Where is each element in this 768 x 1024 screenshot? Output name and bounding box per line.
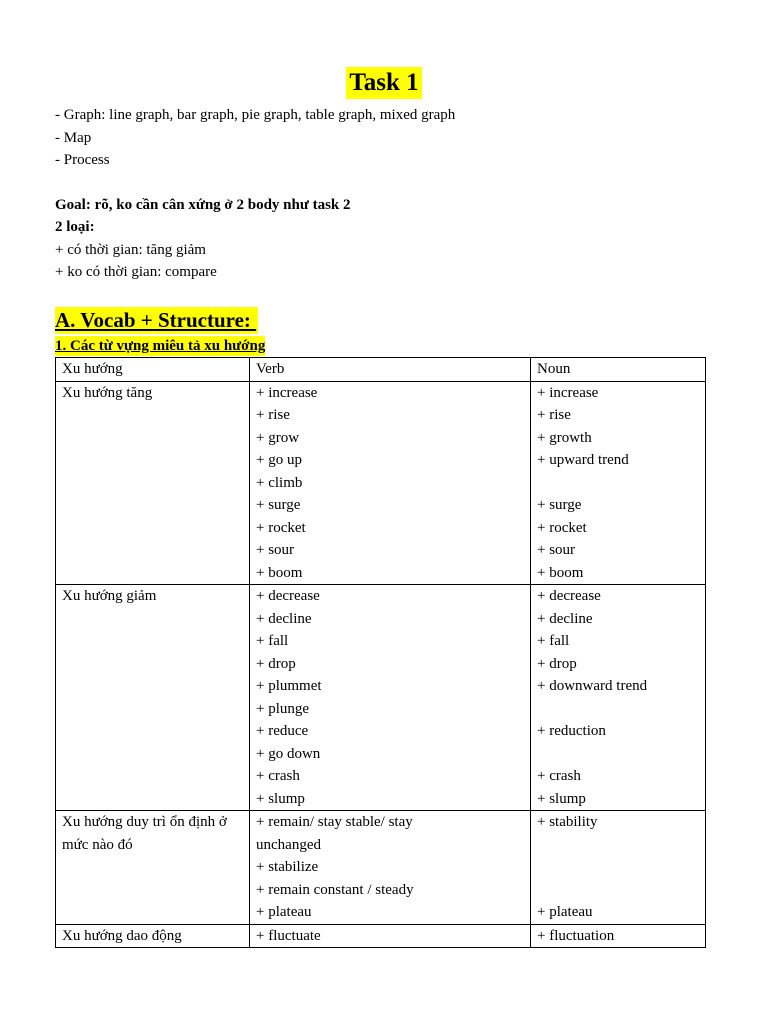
noun-item bbox=[537, 743, 699, 766]
header-verb: Verb bbox=[250, 358, 531, 382]
noun-item: + growth bbox=[537, 429, 592, 446]
process-line: - Process bbox=[55, 152, 110, 168]
noun-item: + reduction bbox=[537, 723, 606, 739]
trend-cell bbox=[56, 381, 250, 585]
verb-item: + decline bbox=[256, 610, 312, 627]
verb-item: + fluctuate bbox=[256, 927, 321, 944]
header-noun: Noun bbox=[531, 358, 706, 382]
title-container bbox=[0, 67, 768, 99]
verb-item: + go down bbox=[256, 745, 321, 762]
noun-item bbox=[537, 856, 699, 879]
verb-item: + plunge bbox=[256, 700, 310, 717]
verb-item: + increase bbox=[256, 384, 318, 401]
header-trend: Xu hướng bbox=[56, 358, 250, 382]
noun-item: + rocket bbox=[537, 519, 587, 536]
verb-item: + fall bbox=[256, 633, 289, 649]
noun-item: + increase bbox=[537, 384, 599, 401]
trend-label: Xu hướng dao động bbox=[62, 927, 182, 944]
graph-types-line: - Graph: line graph, bar graph, pie graph, table graph, mixed graph bbox=[55, 107, 456, 123]
verb-item: + go up bbox=[256, 452, 302, 468]
trend-cell bbox=[56, 585, 250, 811]
noun-item bbox=[537, 879, 699, 902]
verb-item: + grow bbox=[256, 429, 300, 446]
noun-item bbox=[537, 834, 699, 857]
trend-label: Xu hướng giảm bbox=[62, 588, 157, 604]
noun-item: + stability bbox=[537, 814, 598, 830]
verb-item: + crash bbox=[256, 768, 300, 784]
table-row bbox=[56, 381, 706, 585]
noun-item: + downward trend bbox=[537, 678, 648, 694]
map-line: - Map bbox=[55, 130, 92, 146]
noun-item: + drop bbox=[537, 655, 577, 672]
noun-item bbox=[537, 472, 699, 495]
verb-cell bbox=[250, 381, 531, 585]
trend-cell bbox=[56, 811, 250, 925]
verb-item: + climb bbox=[256, 474, 303, 491]
verb-item: + plateau bbox=[256, 904, 312, 920]
noun-item: + decline bbox=[537, 610, 593, 627]
goal-line: Goal: rõ, ko cần cân xứng ở 2 body như task 2 bbox=[55, 197, 351, 213]
noun-item: + surge bbox=[537, 497, 582, 513]
loai-item-time: + có thời gian: tăng giảm bbox=[55, 242, 206, 258]
verb-item: + boom bbox=[256, 564, 303, 581]
noun-cell bbox=[531, 585, 706, 811]
noun-cell bbox=[531, 381, 706, 585]
verb-item: + slump bbox=[256, 790, 305, 807]
noun-item: + slump bbox=[537, 790, 586, 807]
verb-item: + stabilize bbox=[256, 859, 319, 875]
table-row bbox=[56, 924, 706, 948]
loai-item-compare: + ko có thời gian: compare bbox=[55, 264, 217, 280]
table-row bbox=[56, 585, 706, 811]
noun-cell bbox=[531, 924, 706, 948]
noun-item bbox=[537, 698, 699, 721]
verb-item: + plummet bbox=[256, 678, 322, 694]
noun-item: + crash bbox=[537, 768, 581, 784]
trend-label: Xu hướng duy trì ổn định ở mức nào đó bbox=[62, 814, 227, 853]
verb-item: + rise bbox=[256, 407, 290, 423]
verb-item: + decrease bbox=[256, 588, 320, 604]
noun-item: + fall bbox=[537, 633, 570, 649]
noun-item: + rise bbox=[537, 407, 571, 423]
noun-cell bbox=[531, 811, 706, 925]
verb-item: + reduce bbox=[256, 723, 309, 739]
noun-item: + upward trend bbox=[537, 452, 629, 468]
verb-cell bbox=[250, 811, 531, 925]
verb-item: + remain/ stay stable/ stay bbox=[256, 814, 413, 830]
verb-item: + sour bbox=[256, 542, 295, 558]
verb-item: + drop bbox=[256, 655, 296, 672]
noun-item: + plateau bbox=[537, 904, 593, 920]
verb-item: unchanged bbox=[256, 836, 321, 853]
section-a-heading: A. Vocab + Structure: bbox=[55, 308, 257, 332]
noun-item: + fluctuation bbox=[537, 927, 615, 944]
verb-item: + remain constant / steady bbox=[256, 881, 414, 898]
noun-item: + sour bbox=[537, 542, 576, 558]
noun-item: + decrease bbox=[537, 588, 601, 604]
loai-heading: 2 loại: bbox=[55, 219, 95, 235]
verb-cell bbox=[250, 585, 531, 811]
verb-item: + surge bbox=[256, 497, 301, 513]
noun-item: + boom bbox=[537, 564, 584, 581]
trend-vocab-table bbox=[55, 357, 706, 948]
verb-item: + rocket bbox=[256, 519, 306, 536]
table-row bbox=[56, 811, 706, 925]
table-header-row bbox=[56, 358, 706, 382]
verb-cell bbox=[250, 924, 531, 948]
page-title: Task 1 bbox=[346, 67, 421, 99]
trend-cell bbox=[56, 924, 250, 948]
subsection-1-heading: 1. Các từ vựng miêu tả xu hướng bbox=[55, 338, 266, 354]
trend-label: Xu hướng tăng bbox=[62, 384, 153, 401]
